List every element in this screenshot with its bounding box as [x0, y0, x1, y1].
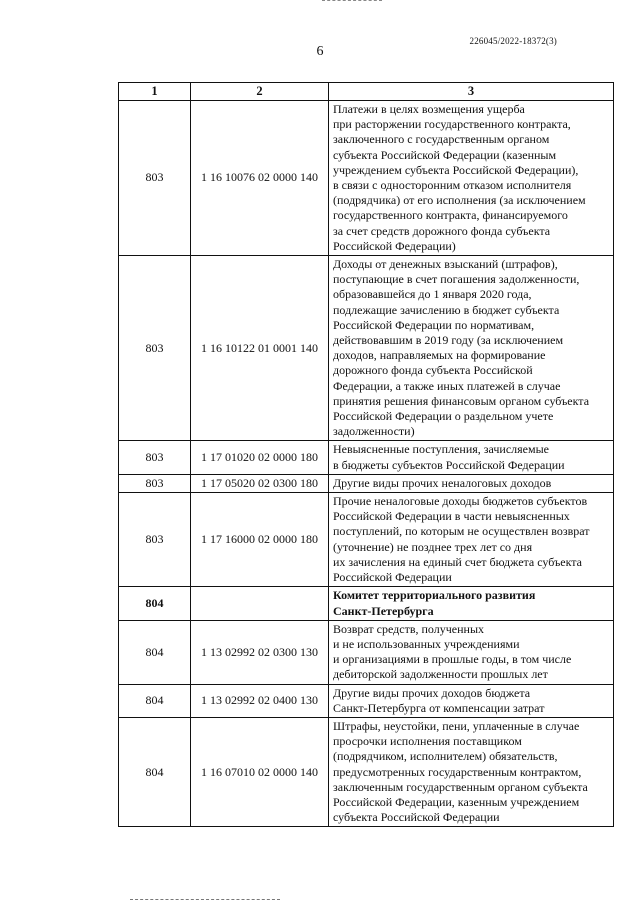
admin-code-cell: 803 [119, 493, 191, 587]
table-row [119, 101, 614, 256]
revenue-code-cell [191, 587, 329, 620]
column-header: 2 [191, 83, 329, 101]
page-number: 6 [316, 44, 324, 59]
column-header: 3 [329, 83, 614, 101]
revenue-code-cell: 1 17 16000 02 0000 180 [191, 493, 329, 587]
revenue-code-cell: 1 16 10076 02 0000 140 [191, 101, 329, 256]
revenue-code-cell: 1 16 07010 02 0000 140 [191, 717, 329, 826]
revenue-code-cell: 1 17 05020 02 0300 180 [191, 474, 329, 492]
description-cell: Доходы от денежных взысканий (штрафов), поступающие в счет погашения задолженности, образовавшейся до 1 января 2020 года, подлежащие зачислению в бюджет субъекта Российской Федерации по нормативам, действовавшим в 2019 году (за исключением доходов, направляемых на формирование дорожного фонда субъекта Российской Федерации, а также иных платежей в случае принятия решения финансовым органом субъекта Российской Федерации о раздельном учете задолженности) [329, 256, 614, 441]
document-id: 226045/2022-18372(3) [469, 36, 557, 46]
column-header: 1 [119, 83, 191, 101]
table-row [119, 493, 614, 587]
description-cell: Возврат средств, полученных и не использованных учреждениями и организациями в прошлые годы, в том числе дебиторской задолженности прошлых лет [329, 620, 614, 684]
table-row [119, 256, 614, 441]
table-row [119, 441, 614, 474]
revenue-code-cell: 1 17 01020 02 0000 180 [191, 441, 329, 474]
admin-code-cell: 804 [119, 684, 191, 717]
description-cell: Штрафы, неустойки, пени, уплаченные в случае просрочки исполнения поставщиком (подрядчиком, исполнителем) обязательств, предусмотренных государственным контрактом, заключенным государственным органом субъекта Российской Федерации, казенным учреждением субъекта Российской Федерации [329, 717, 614, 826]
admin-code-cell: 803 [119, 101, 191, 256]
table-row [119, 620, 614, 684]
admin-code-cell: 803 [119, 441, 191, 474]
section-header-row [119, 587, 614, 620]
admin-code-cell: 804 [119, 620, 191, 684]
table-row [119, 684, 614, 717]
committee-name-cell: Комитет территориального развития Санкт-Петербурга [329, 587, 614, 620]
admin-code-cell: 803 [119, 256, 191, 441]
admin-code-cell: 804 [119, 587, 191, 620]
table-header-row [119, 83, 614, 101]
admin-code-cell: 803 [119, 474, 191, 492]
description-cell: Платежи в целях возмещения ущерба при расторжении государственного контракта, заключенного с государственным органом субъекта Российской Федерации (казенным учреждением субъекта Российской Федерации), в связи с односторонним отказом исполнителя (подрядчика) от его исполнения (за исключением государственного контракта, финансируемого за счет средств дорожного фонда субъекта Российской Федерации) [329, 101, 614, 256]
description-cell: Другие виды прочих неналоговых доходов [329, 474, 614, 492]
scan-artifact-top [322, 0, 382, 4]
revenue-codes-table [118, 82, 614, 827]
table-row [119, 474, 614, 492]
revenue-code-cell: 1 16 10122 01 0001 140 [191, 256, 329, 441]
description-cell: Другие виды прочих доходов бюджета Санкт-Петербурга от компенсации затрат [329, 684, 614, 717]
description-cell: Невыясненные поступления, зачисляемые в бюджеты субъектов Российской Федерации [329, 441, 614, 474]
revenue-code-cell: 1 13 02992 02 0300 130 [191, 620, 329, 684]
table-row [119, 717, 614, 826]
revenue-code-cell: 1 13 02992 02 0400 130 [191, 684, 329, 717]
scan-artifact-bottom [130, 899, 280, 903]
admin-code-cell: 804 [119, 717, 191, 826]
description-cell: Прочие неналоговые доходы бюджетов субъектов Российской Федерации в части невыясненных поступлений, по которым не осуществлен возврат (уточнение) не позднее трех лет со дня их зачисления на единый счет бюджета субъекта Российской Федерации [329, 493, 614, 587]
